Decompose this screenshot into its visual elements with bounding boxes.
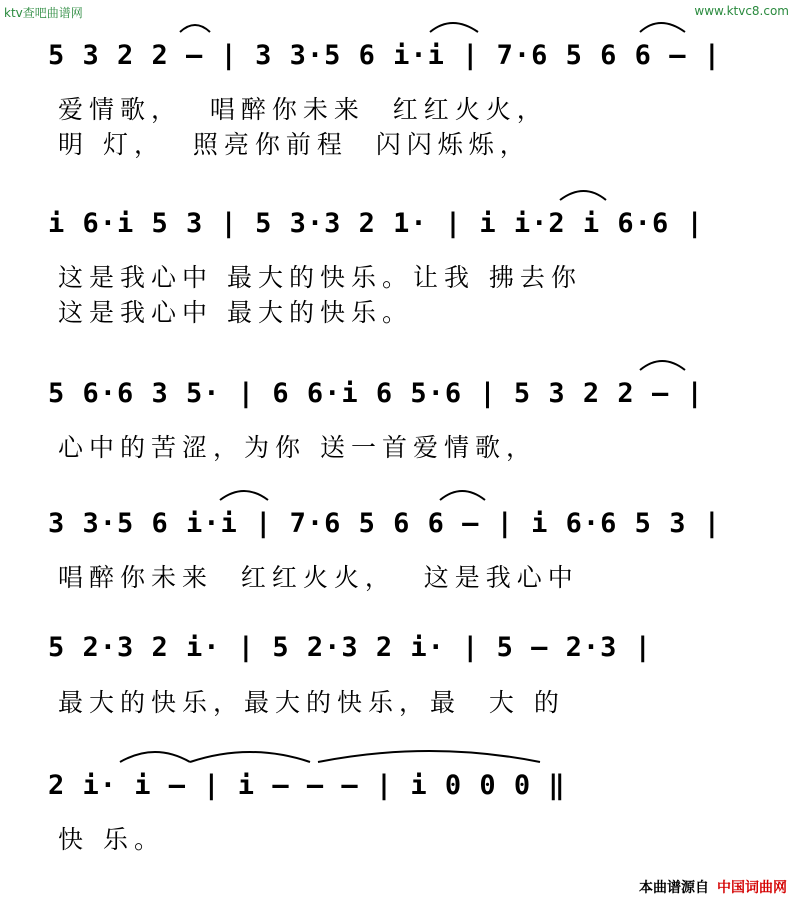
lyric-line: 这是我心中 最大的快乐。 bbox=[58, 298, 413, 327]
watermark-right: www.ktvc8.com bbox=[694, 4, 789, 18]
notation-line: 2 i· i — | i — — — | i 0 0 0 ‖ bbox=[48, 770, 566, 801]
lyric-line: 明 灯， 照亮你前程 闪闪烁烁， bbox=[58, 130, 531, 159]
lyric-line: 这是我心中 最大的快乐。让我 拂去你 bbox=[58, 263, 582, 292]
footer-source-label: 本曲谱源自 bbox=[639, 880, 709, 896]
lyric-line: 最大的快乐，最大的快乐，最 大 的 bbox=[58, 688, 565, 717]
notation-line: 3 3·5 6 i·i | 7·6 5 6 6 — | i 6·6 5 3 | bbox=[48, 508, 721, 539]
lyric-line: 唱醉你未来 红红火火， 这是我心中 bbox=[58, 563, 579, 592]
notation-line: 5 6·6 3 5· | 6 6·i 6 5·6 | 5 3 2 2 — | bbox=[48, 378, 704, 409]
watermark-left: ktv查吧曲谱网 bbox=[4, 6, 83, 20]
notation-line: i 6·i 5 3 | 5 3·3 2 1· | i i·2 i 6·6 | bbox=[48, 208, 704, 239]
lyric-line: 快 乐。 bbox=[58, 825, 165, 854]
footer-site-link[interactable]: 中国词曲网 bbox=[717, 880, 787, 896]
lyric-line: 心中的苦涩，为你 送一首爱情歌， bbox=[58, 433, 537, 462]
notation-line: 5 2·3 2 i· | 5 2·3 2 i· | 5 — 2·3 | bbox=[48, 632, 652, 663]
footer-credit bbox=[639, 877, 787, 897]
notation-line: 5 3 2 2 — | 3 3·5 6 i·i | 7·6 5 6 6 — | bbox=[48, 40, 721, 71]
lyric-line: 爱情歌， 唱醉你未来 红红火火， bbox=[58, 95, 548, 124]
